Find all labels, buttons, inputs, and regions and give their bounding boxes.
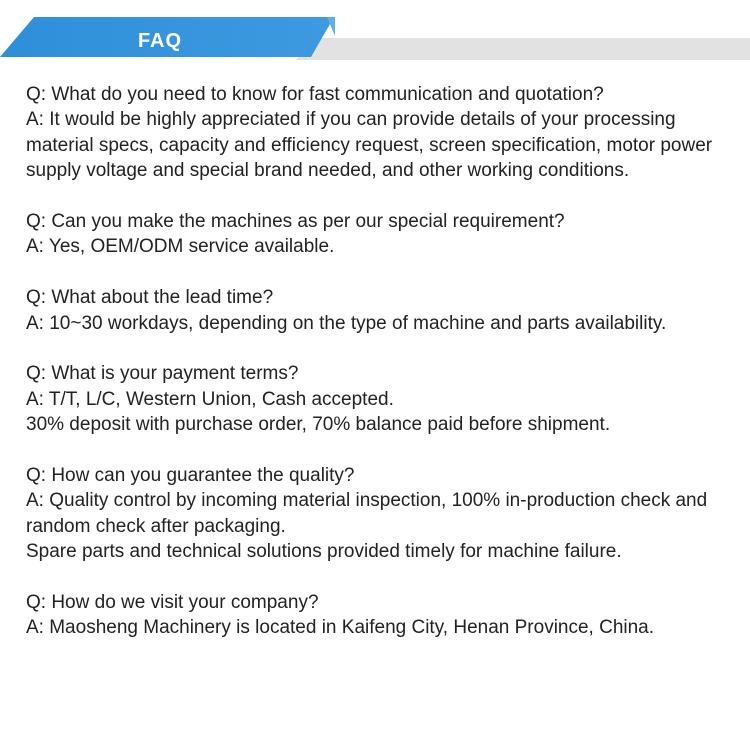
faq-answer: A: T/T, L/C, Western Union, Cash accepted.	[26, 388, 394, 410]
faq-answer: A: 10~30 workdays, depending on the type of machine and parts availability.	[26, 312, 667, 334]
faq-item	[26, 463, 726, 565]
faq-question: Q: What is your payment terms?	[26, 363, 299, 385]
faq-answer: Spare parts and technical solutions provided timely for machine failure.	[26, 541, 622, 563]
faq-question: Q: How do we visit your company?	[26, 592, 319, 614]
faq-answer: 30% deposit with purchase order, 70% balance paid before shipment.	[26, 414, 611, 436]
faq-item	[26, 82, 726, 184]
banner-title: FAQ	[137, 30, 183, 52]
banner-shape	[0, 0, 750, 70]
faq-item	[26, 361, 726, 437]
faq-item	[26, 209, 726, 260]
faq-item	[26, 285, 726, 336]
faq-question: Q: What do you need to know for fast communication and quotation?	[26, 84, 604, 105]
faq-answer: A: Maosheng Machinery is located in Kaifeng City, Henan Province, China.	[26, 617, 655, 639]
banner-strip	[296, 38, 750, 60]
faq-question: Q: What about the lead time?	[26, 287, 274, 309]
faq-banner	[0, 0, 750, 70]
faq-list	[26, 82, 726, 666]
faq-answer: A: Yes, OEM/ODM service available.	[26, 236, 335, 258]
faq-question: Q: Can you make the machines as per our special requirement?	[26, 211, 565, 233]
faq-item	[26, 590, 726, 641]
faq-answer: A: It would be highly appreciated if you can provide details of your processing material specs, capacity and efficiency request, screen specification, motor power supply voltage and special brand needed, and other working conditions.	[26, 109, 713, 182]
faq-answer: A: Quality control by incoming material inspection, 100% in-production check and random check after packaging.	[26, 490, 708, 537]
faq-question: Q: How can you guarantee the quality?	[26, 465, 355, 487]
